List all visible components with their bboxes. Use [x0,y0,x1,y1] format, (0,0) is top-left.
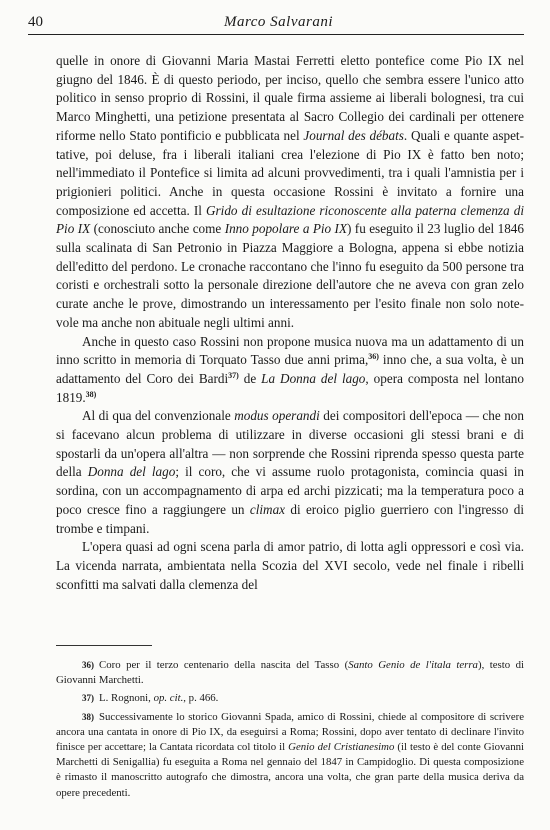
header-rule [28,34,524,35]
p1-text-3: (conosciuto anche come [90,221,225,237]
footnote-ref-37[interactable]: 37) [228,370,239,380]
footnote-37-text-1: L. Rognoni, [99,692,154,705]
footnote-38-mark: 38) [82,711,94,722]
p3-italic-climax: climax [249,501,286,517]
footnote-38-italic: Genio del Cristianesimo [288,741,395,754]
footnote-37-mark: 37) [82,693,94,704]
footnote-36-text-1: Coro per il terzo centenario della nascita del Tasso ( [99,659,349,671]
page-number: 40 [28,14,43,30]
footnote-36-italic: Santo Genio de l'itala terra [348,659,478,671]
p1-italic-grido: Grido di esultazione riconoscente alla paterna clemenza di Pio IX [56,202,524,237]
footnote-36-mark: 36) [82,660,94,670]
body-text [56,52,524,594]
paragraph-4 [56,538,524,594]
p2-text-2: inno che, a sua volta, è un adattamento del Coro dei Bardi [56,352,524,386]
p1-italic-inno: Inno popolare a Pio IX [224,221,347,237]
footnote-ref-36[interactable]: 36) [368,352,379,362]
p1-text-2: . Quali e quante aspettative, poi deluse, fra i liberali italiani crea l'elezione di Pio IX è fatto ben noto; nell'immediato il Pontefice si limita ad alcuni provvedimenti, tra i quali l'amnistia per i prigionieri politici. Anche in questa occasione Rossini è invitato a fornire una composizione ed accetta. Il [56,127,524,218]
p2-italic-donna: La Donna del lago [261,370,366,386]
page-header [28,8,524,34]
p3-text-2: dei compositori dell'epoca — che non si facevano alcun problema di utilizzare in diverse occasioni gli stessi brani e di spostarli da un'opera all'altra — non sorprende che Rossini riprenda spesso questa parte della [56,408,524,480]
paragraph-1 [56,52,524,333]
paragraph-2 [56,333,524,408]
p3-text-1: Al di qua del convenzionale [82,408,235,424]
footnote-37-text-2: , p. 466. [183,692,219,705]
p1-italic-journal: Journal des débats [303,127,404,143]
p4-text-1: L'opera quasi ad ogni scena parla di amor patrio, di lotta agli oppressori e così via. La vicenda narrata, ambientata nella Scozia del XVI secolo, vede nel finale i ribelli sconfitti ma salvati dalla clemenza del [56,539,524,592]
footnote-38-text-2: (il testo è del conte Giovanni Marchetti di Senigallia) fu eseguita a Roma nel gennaio del 1847 in Campidoglio. Di questa composizione è rimasto il manoscritto autografo che dimostra, ancora una volta, che gran parte della musica deriva da opere precedenti. [56,741,524,799]
p3-italic-donna: Donna del lago [87,464,176,480]
p3-italic-modus: modus operandi [234,408,320,424]
footnote-37 [56,691,524,706]
p3-text-4: di eroico piglio guerriero con l'ingresso di trombe e timpani. [56,501,524,536]
p2-text-3: de [238,370,262,386]
footnote-38-text-1: Successivamente lo storico Giovanni Spada, amico di Rossini, chiede al compositore di scrivere ancora una cantata in onore di Pio IX, da eseguirsi a Roma; Rossini, dopo aver tentato di declinare l'invito finisce per accettare; la Cantata ricordata col titolo il [56,710,524,754]
p2-text-1: Anche in questo caso Rossini non propone musica nuova ma un adattamento di un inno scritto in memoria di Torquato Tasso due anni prima, [56,333,524,368]
p2-text-4: , opera composta nel lontano 1819. [56,370,524,405]
p1-text-4: ) fu eseguito il 23 luglio del 1846 sulla scalinata di San Petronio in Piazza Maggiore a Bologna, appena si ebbe notizia dell'editto del perdono. Le cronache raccontano che l'inno fu eseguito da 500 persone tra coristi e orchestrali sotto la personale direzione dell'autore che ne aveva con gran zelo curate anche le prove, dimostrando un interessamento per l'esito finale non solo notevole ma anche non abituale negli ultimi anni. [56,221,524,330]
paragraph-3 [56,407,524,538]
footnote-ref-38[interactable]: 38) [85,389,97,399]
p3-text-3: ; il coro, che vi assume ruolo protagonista, comincia quasi in sordina, con un accompagnamento di arpa ed archi pizzicati; ma la temperatura poco a poco cresce fino a raggiungere un [56,464,524,517]
p1-text-1: quelle in onore di Giovanni Maria Mastai Ferretti eletto pontefice come Pio IX nel giugno del 1846. È di questo periodo, per inciso, quello che sembra essere l'unico atto politico in senso proprio di Rossini, il quale firma assieme ai liberali bolognesi, tra cui Marco Minghetti, una petizione presentata al Sacro Collegio dei cardinali per ottenere riforme nello Stato pontificio e pubblicata nel [56,53,524,143]
footnote-36-text-2: ), testo di Giovanni Marchetti. [56,659,525,687]
footnote-38 [56,710,524,801]
running-head: Marco Salvarani [224,14,334,30]
footnotes [56,658,524,804]
footnote-rule [56,645,152,646]
footnote-37-italic: op. cit. [153,692,184,705]
footnote-36 [56,658,524,688]
